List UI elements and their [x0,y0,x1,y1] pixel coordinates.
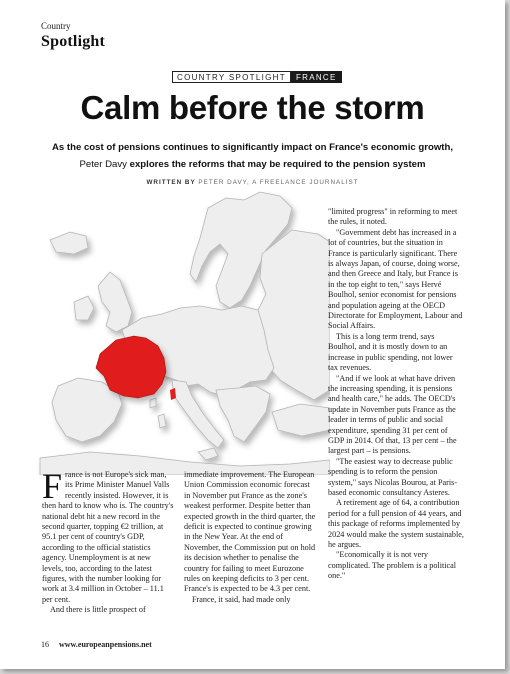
byline-text: PETER DAVY, A FREELANCE JOURNALIST [198,179,359,186]
footer-url-link[interactable]: www.europeanpensions.net [59,640,152,649]
article-paragraph: This is a long term trend, says Boulhol, and it is mostly down to an increase in public spending, not lower tax revenues. [328,331,453,373]
europe-map-image [30,190,330,475]
byline-prefix: WRITTEN BY [146,179,196,186]
standfirst-line1: As the cost of pensions continues to significantly impact on France's economic growth, [51,142,453,153]
article-paragraph: A retirement age of 64, a contribution period for a full pension of 44 years, and this package of reforms implemented by 2024 would make the system sustainable, he argues. [328,498,464,549]
standfirst [30,139,475,173]
article-paragraph: "Economically it is not very complicated. The problem is a political one." [328,550,457,581]
article-column-1 [42,466,174,616]
article-paragraph: "Government debt has increased in a lot of countries, but the situation in France is particularly significant. There is always Japan, of course, doing worse, and then Greece and Italy, but France is in the top eight to ten," says Hervé Boulhol, senior economist for pensions and population ageing at the OECD Directorate for Employment, Labour and Social Affairs. [328,227,463,331]
article-column-2 [184,470,316,605]
kicker-tag [172,71,342,83]
europe-landmass [40,192,330,475]
standfirst-author: Peter Davy [79,159,127,170]
kicker-country: FRANCE [291,71,342,83]
standfirst-line2: explores the reforms that may be required to the pension system [129,159,426,170]
article-paragraph: And there is little prospect of [50,605,146,615]
drop-cap: F [42,466,63,506]
section-label-small: Country [41,21,71,31]
article-paragraph: rance is not Europe's sick man, its Prime Minister Manuel Valls recently insisted. However, it is then hard to know who is. The country's national debt hit a new record in the second quarter, topping €2 trillion, at 95.1 per cent of country's GDP, according to the official statistics agency. Unemployment is at new levels, too, according to the latest figures, with the number looking for work at 3.4 million in October – 11.1 per cent. [42,470,174,604]
byline [0,179,505,186]
article-paragraph: "The easiest way to decrease public spending is to reform the pension system," says Nicolas Bourou, at Paris-based economic consultancy Asteres. [328,456,458,497]
headline: Calm before the storm [80,89,425,126]
article-column-3 [328,207,464,582]
page-footer [41,640,152,649]
article-paragraph: France, it said, had made only [192,594,291,604]
article-paragraph: immediate improvement. The European Union Commission economic forecast in November put France as the zone's weakest performer. Despite better than expected growth in the third quarter, the deficit is expected to continue growing in the New Year. At the end of November, the Commission put on hold its decision whether to penalise the country for failing to meet Eurozone rules on keeping deficits to 3 per cent. France's is expected to be 4.3 per cent. [184,470,316,594]
article-paragraph: "limited progress" in reforming to meet the rules, it noted. [328,207,458,227]
corsica-highlight [170,388,176,400]
kicker-label: COUNTRY SPOTLIGHT [172,71,291,83]
page-number: 16 [41,640,49,649]
article-paragraph: "And if we look at what have driven the increasing spending, it is pensions and health care," he adds. The OECD's update in November puts France as the leader in terms of public and social expenditure, spending 31 per cent of GDP in 2014. Of that, 13 per cent – the largest part – is pensions. [328,373,457,456]
section-label-big: Spotlight [41,33,106,50]
